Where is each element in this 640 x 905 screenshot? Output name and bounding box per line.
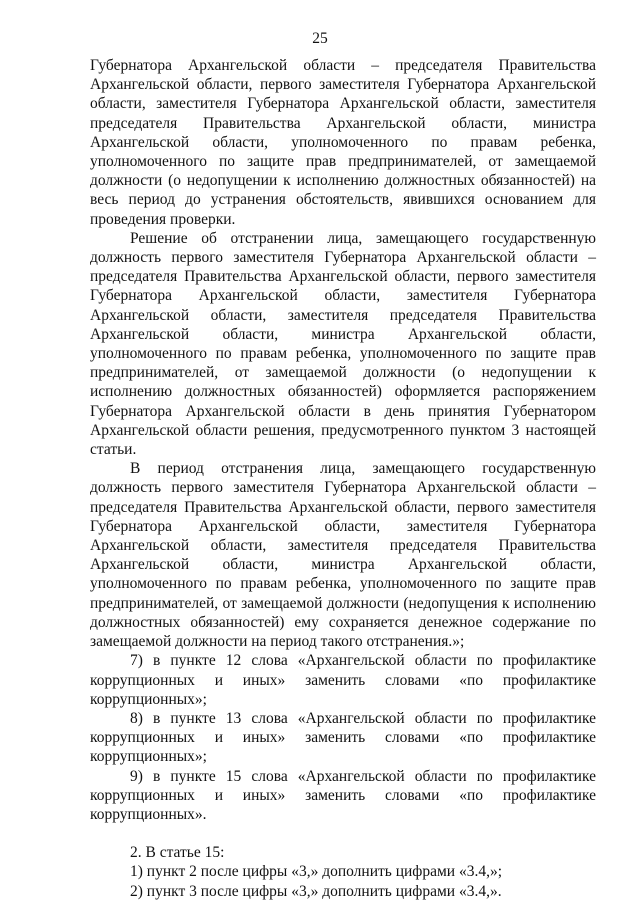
list-item-2: 2) пункт 3 после цифры «3,» дополнить цифрами «3.4,». [130,882,502,900]
list-item-8: 8) в пункте 13 слова «Архангельской области по профилактике коррупционных и иных» заменить словами «по профилактике коррупционных»; [90,709,596,766]
list-item-9: 9) в пункте 15 слова «Архангельской области по профилактике коррупционных и иных» заменить словами «по профилактике коррупционных». [90,767,596,823]
list-item-7: 7) в пункте 12 слова «Архангельской области по профилактике коррупционных и иных» заменить словами «по профилактике коррупционных»; [90,652,596,708]
page-number: 25 [312,30,328,47]
paragraph-continuation: Губернатора Архангельской области – председателя Правительства Архангельской области, первого заместителя Губернатора Архангельской области, заместителя Губернатора Архангельской области, заместителя председателя Правительства Архангельской области, министра Архангельской области, уполномоченного по правам ребенка, уполномоченного по защите прав предпринимателей, от замещаемой должности (о недопущении к исполнению должностных обязанностей) на весь период до устранения обстоятельств, явившихся основанием для проведения проверки. [90,57,596,228]
document-body [90,56,596,901]
paragraph-suspension-decision: Решение об отстранении лица, замещающего государственную должность первого заместителя Губернатора Архангельской области – председателя Правительства Архангельской области, первого заместителя Губернатора Архангельской области, заместителя Губернатора Архангельской области, заместителя председателя Правительства Архангельской области, министра Архангельской области, уполномоченного по правам ребенка, уполномоченного по защите прав предпринимателей, от замещаемой должности (о недопущении к исполнению должностных обязанностей) оформляется распоряжением Губернатора Архангельской области в день принятия Губернатором Архангельской области решения, предусмотренного пунктом 3 настоящей статьи. [90,229,596,459]
paragraph-suspension-salary: В период отстранения лица, замещающего государственную должность первого заместителя Губернатора Архангельской области – председателя Правительства Архангельской области, первого заместителя Губернатора Архангельской области, заместителя Губернатора Архангельской области, заместителя председателя Правительства Архангельской области, министра Архангельской области, уполномоченного по правам ребенка, уполномоченного по защите прав предпринимателей, от замещаемой должности (недопущения к исполнению должностных обязанностей) ему сохраняется денежное содержание по замещаемой должности на период такого отстранения.»; [90,460,596,651]
list-item-1: 1) пункт 2 после цифры «3,» дополнить цифрами «3.4,»; [130,863,503,881]
section-heading-article-15: 2. В статье 15: [130,844,225,862]
